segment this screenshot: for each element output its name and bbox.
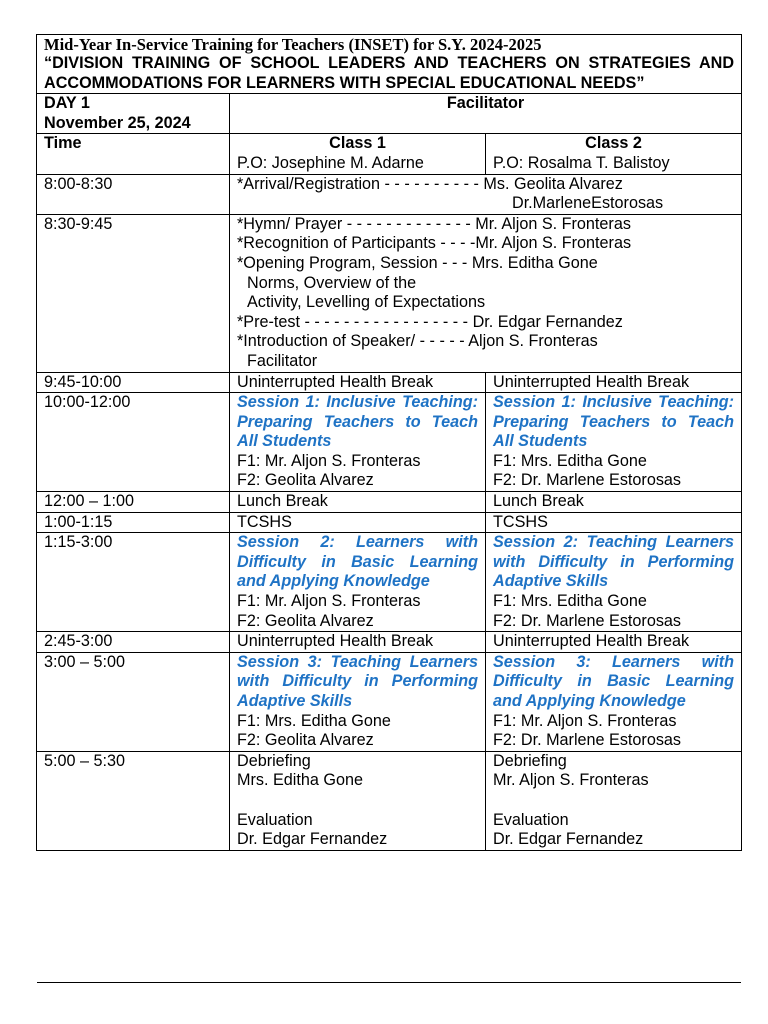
class-header-row [37, 134, 742, 174]
debriefing-person: Mrs. Editha Gone [237, 771, 363, 790]
facilitator-2: F2: Geolita Alvarez [237, 731, 374, 750]
training-title: “DIVISION TRAINING OF SCHOOL LEADERS AND TEACHERS ON STRATEGIES AND ACCOMMODATIONS FOR LEARNERS WITH SPECIAL EDUCATIONAL NEEDS” [44, 54, 735, 92]
evaluation-person: Dr. Edgar Fernandez [237, 830, 388, 849]
class2-po: P.O: Rosalma T. Balistoy [493, 153, 670, 172]
program-line: Facilitator [247, 351, 318, 370]
day-cell [37, 94, 230, 134]
opening-cell [230, 214, 742, 372]
debriefing-person: Mr. Aljon S. Fronteras [493, 771, 649, 790]
day-label: DAY 1 [44, 94, 90, 113]
session-title: Session 1: Inclusive Teaching: Preparing Teachers to Teach All Students [493, 393, 735, 451]
title-cell [37, 35, 742, 94]
title-row [37, 35, 742, 94]
program-line: *Pre-test - - - - - - - - - - - - - - - - - Dr. Edgar Fernandez [237, 312, 623, 331]
class1-cell: TCSHS [230, 512, 486, 533]
program-line: *Opening Program, Session - - - Mrs. Editha Gone [237, 253, 598, 272]
time-cell: 8:30-9:45 [37, 214, 230, 372]
class1-cell: Uninterrupted Health Break [230, 632, 486, 653]
class2-cell [486, 652, 742, 751]
time-cell: 9:45-10:00 [37, 372, 230, 393]
schedule-table [36, 34, 742, 851]
class2-cell: Uninterrupted Health Break [486, 372, 742, 393]
program-line: *Introduction of Speaker/ - - - - - Aljon S. Fronteras [237, 332, 598, 351]
time-cell: 2:45-3:00 [37, 632, 230, 653]
time-cell: 12:00 – 1:00 [37, 492, 230, 513]
facilitator-header: Facilitator [230, 94, 742, 134]
facilitator-1: F1: Mrs. Editha Gone [493, 592, 647, 611]
time-header: Time [37, 134, 230, 174]
spacer [237, 791, 478, 811]
class1-cell [230, 751, 486, 850]
time-cell: 1:15-3:00 [37, 533, 230, 632]
spacer [493, 791, 734, 811]
day-row [37, 94, 742, 134]
session-title: Session 2: Teaching Learners with Difficulty in Performing Adaptive Skills [493, 533, 735, 591]
session-title: Session 3: Teaching Learners with Difficulty in Performing Adaptive Skills [237, 652, 478, 710]
table-row [37, 174, 742, 214]
document-title: Mid-Year In-Service Training for Teachers (INSET) for S.Y. 2024-2025 [44, 35, 542, 54]
time-cell: 10:00-12:00 [37, 393, 230, 492]
session-title: Session 3: Learners with Difficulty in Basic Learning and Applying Knowledge [493, 652, 735, 710]
table-row [37, 751, 742, 850]
session-title: Session 1: Inclusive Teaching: Preparing Teachers to Teach All Students [237, 393, 478, 451]
class2-cell: Uninterrupted Health Break [486, 632, 742, 653]
time-cell: 1:00-1:15 [37, 512, 230, 533]
class1-cell [230, 533, 486, 632]
class1-cell: Lunch Break [230, 492, 486, 513]
class2-cell [486, 393, 742, 492]
table-row [37, 632, 742, 653]
program-line: *Hymn/ Prayer - - - - - - - - - - - - - Mr. Aljon S. Fronteras [237, 214, 631, 233]
time-cell: 3:00 – 5:00 [37, 652, 230, 751]
class2-header [486, 134, 742, 174]
class1-po: P.O: Josephine M. Adarne [237, 153, 424, 172]
time-cell: 5:00 – 5:30 [37, 751, 230, 850]
facilitator-2: F2: Dr. Marlene Estorosas [493, 471, 682, 490]
session-title: Session 2: Learners with Difficulty in Basic Learning and Applying Knowledge [237, 533, 478, 591]
time-cell: 8:00-8:30 [37, 174, 230, 214]
program-line: Norms, Overview of the [247, 273, 417, 292]
program-line: Activity, Levelling of Expectations [247, 293, 486, 312]
table-row [37, 393, 742, 492]
table-row [37, 492, 742, 513]
facilitator-1: F1: Mr. Aljon S. Fronteras [237, 592, 421, 611]
table-row [37, 533, 742, 632]
class2-cell: TCSHS [486, 512, 742, 533]
arrival-cell [230, 174, 742, 214]
facilitator-2: F2: Dr. Marlene Estorosas [493, 731, 682, 750]
class1-cell: Uninterrupted Health Break [230, 372, 486, 393]
evaluation-person: Dr. Edgar Fernandez [493, 830, 644, 849]
facilitator-1: F1: Mr. Aljon S. Fronteras [493, 711, 677, 730]
class2-cell [486, 533, 742, 632]
facilitator-2: F2: Geolita Alvarez [237, 611, 374, 630]
facilitator-2: F2: Geolita Alvarez [237, 471, 374, 490]
table-row [37, 512, 742, 533]
debriefing-label: Debriefing [237, 751, 311, 770]
program-line: *Recognition of Participants - - - -Mr. Aljon S. Fronteras [237, 234, 632, 253]
facilitator-1: F1: Mrs. Editha Gone [237, 711, 391, 730]
class2-label: Class 2 [585, 134, 642, 153]
facilitator-1: F1: Mrs. Editha Gone [493, 451, 647, 470]
class1-header [230, 134, 486, 174]
class1-cell [230, 652, 486, 751]
class2-cell [486, 751, 742, 850]
class1-label: Class 1 [329, 134, 386, 153]
footer-divider [37, 982, 741, 983]
arrival-line: *Arrival/Registration - - - - - - - - - - Ms. Geolita Alvarez [237, 174, 623, 193]
evaluation-label: Evaluation [237, 810, 313, 829]
table-row [37, 214, 742, 372]
class2-cell: Lunch Break [486, 492, 742, 513]
facilitator-2: F2: Dr. Marlene Estorosas [493, 611, 682, 630]
table-row [37, 372, 742, 393]
arrival-line: Dr.MarleneEstorosas [512, 194, 664, 213]
day-date: November 25, 2024 [44, 113, 191, 132]
evaluation-label: Evaluation [493, 810, 569, 829]
debriefing-label: Debriefing [493, 751, 567, 770]
facilitator-1: F1: Mr. Aljon S. Fronteras [237, 451, 421, 470]
class1-cell [230, 393, 486, 492]
table-row [37, 652, 742, 751]
